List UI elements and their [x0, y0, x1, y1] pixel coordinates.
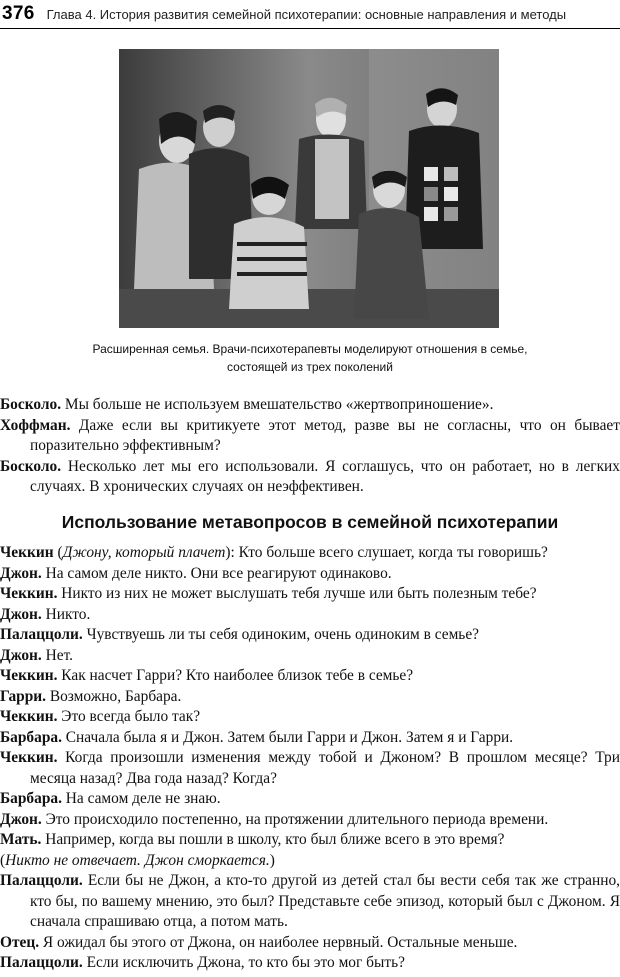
speaker: Барбара. [0, 790, 62, 807]
dialogue-line [0, 395, 620, 416]
dialogue-line [0, 584, 620, 605]
speaker: Барбара. [0, 728, 62, 746]
chapter-title: Глава 4. История развития семейной психотерапии: основные направления и методы [46, 6, 567, 22]
stage-direction: Никто не отвечает. Джон сморкается. [5, 851, 270, 869]
utterance: Никто. [41, 605, 91, 623]
utterance: Когда произошли изменения между тобой и Джоном? В прошлом месяце? Три месяца назад? Два года назад? Когда? [30, 749, 620, 787]
dialogue-line [0, 687, 620, 708]
utterance: Чувствуешь ли ты себя одиноким, очень одиноким в семье? [82, 626, 479, 643]
dialogue-line [0, 605, 620, 626]
utterance: Это происходило постепенно, на протяжении длительного периода времени. [41, 810, 549, 828]
dialogue-line [0, 748, 620, 789]
figure-caption [60, 340, 560, 376]
running-header [0, 0, 620, 29]
speaker: Мать. [0, 831, 42, 848]
utterance: Как насчет Гарри? Кто наиболее близок тебе в семье? [57, 667, 414, 684]
utterance: Никто из них не может выслушать тебя лучше или быть полезным тебе? [57, 585, 537, 602]
dialogue-line [0, 543, 620, 564]
speaker: Джон. [0, 646, 42, 664]
utterance: Мы больше не используем вмешательство «жертвоприношение». [61, 396, 494, 413]
dialogue-line [0, 416, 620, 457]
speaker: Чеккин. [0, 667, 58, 684]
utterance: Если исключить Джона, то кто бы это мог быть? [82, 954, 405, 971]
dialogue-line [0, 625, 620, 646]
dialogue-line [0, 953, 620, 974]
dialogue-line [0, 564, 620, 585]
dialogue-line [0, 789, 620, 810]
page-number: 376 [2, 3, 35, 24]
utterance: Если бы не Джон, а кто-то другой из детей стал бы вести себя так же странно, кто бы, по вашему мнению, это был? Представьте себе эпизод, который был с Джоном. Я сначала спрашиваю отца, а потом мать. [30, 872, 620, 930]
utterance: На самом деле не знаю. [61, 790, 221, 807]
dialogue-line [0, 810, 620, 831]
speaker: Джон. [0, 564, 42, 582]
speaker: Джон. [0, 810, 42, 828]
speaker: Отец. [0, 933, 40, 951]
stage-direction: Джону, который плачет [62, 544, 226, 561]
section-heading: Использование метавопросов в семейной психотерапии [61, 512, 559, 532]
utterance: Нет. [41, 646, 73, 664]
dialogue-line [0, 871, 620, 933]
speaker: Палаццоли. [0, 872, 83, 889]
utterance: Я ожидал бы этого от Джона, он наиболее нервный. Остальные меньше. [39, 933, 518, 951]
family-photo-image [119, 49, 499, 328]
speaker: Босколо. [0, 457, 62, 475]
stage-direction-line [0, 851, 620, 872]
speaker: Чеккин [0, 544, 54, 561]
paren: ( [0, 851, 6, 869]
utterance: Сначала была я и Джон. Затем были Гарри и Джон. Затем я и Гарри. [61, 728, 514, 746]
speaker: Босколо. [0, 396, 62, 413]
dialogue-block-1 [0, 395, 620, 498]
family-photo [119, 49, 499, 328]
speaker: Чеккин. [0, 749, 58, 766]
speaker: Чеккин. [0, 708, 58, 725]
utterance: Это всегда было так? [57, 708, 201, 725]
caption-line: Расширенная семья. Врачи-психотерапевты моделируют отношения в семье, [92, 342, 528, 356]
speaker: Гарри. [0, 687, 46, 705]
dialogue-line [0, 933, 620, 954]
utterance: ): Кто больше всего слушает, когда ты говоришь? [225, 544, 548, 561]
dialogue-line [0, 457, 620, 498]
speaker: Палаццоли. [0, 626, 83, 643]
utterance: Несколько лет мы его использовали. Я соглашусь, что он работает, но в легких случаях. В хронических случаях он неэффективен. [30, 457, 620, 495]
caption-line: состоящей из трех поколений [227, 360, 393, 374]
dialogue-line [0, 646, 620, 667]
dialogue-line [0, 707, 620, 728]
utterance: Даже если вы критикуете этот метод, разве вы не согласны, что он бывает поразительно эффективным? [30, 416, 620, 454]
utterance: Возможно, Барбара. [45, 687, 182, 705]
paren: ) [269, 851, 275, 869]
speaker: Чеккин. [0, 585, 58, 602]
speaker: Джон. [0, 605, 42, 623]
utterance: На самом деле никто. Они все реагируют одинаково. [41, 564, 392, 582]
dialogue-line [0, 830, 620, 851]
speaker: Палаццоли. [0, 954, 83, 971]
paren: ( [53, 544, 63, 561]
utterance: Например, когда вы пошли в школу, кто был ближе всего в это время? [41, 831, 505, 848]
dialogue-block-2 [0, 543, 620, 974]
dialogue-line [0, 728, 620, 749]
speaker: Хоффман. [0, 416, 71, 434]
dialogue-line [0, 666, 620, 687]
